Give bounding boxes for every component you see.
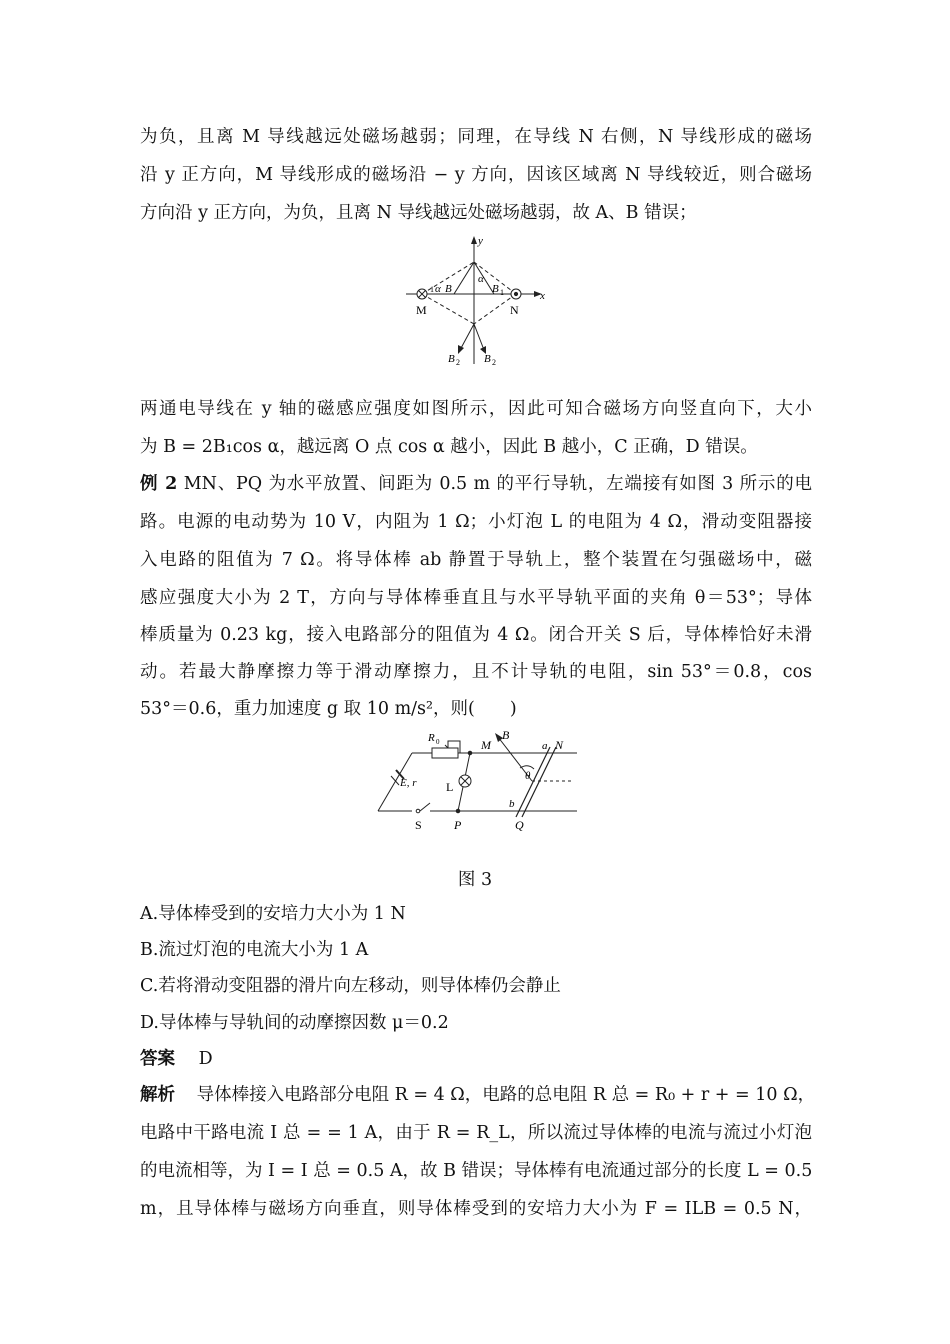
para1-line-1: 为负，且离 M 导线越远处磁场越弱；同理，在导线 N 右侧，N 导线形成的磁场	[140, 127, 812, 147]
example-line-2: 路。电源的电动势为 10 V，内阻为 1 Ω；小灯泡 L 的电阻为 4 Ω，滑动变阻器接	[140, 512, 812, 532]
label-R0: R	[428, 732, 435, 744]
label-R0-sub: 0	[436, 738, 440, 746]
label-alpha-top: α	[478, 273, 484, 285]
example-line-6: 动。若最大静摩擦力等于滑动摩擦力，且不计导轨的电阻，sin 53°＝0.8，cos	[140, 662, 812, 682]
label-b2-right: B	[484, 353, 491, 365]
example-label: 例 2	[140, 474, 178, 494]
para2-line-2: 为 B = 2B₁cos α，越远离 O 点 cos α 越小，因此 B 越小，C 正确，D 错误。	[140, 437, 758, 457]
example-line-5: 棒质量为 0.23 kg，接入电路部分的阻值为 4 Ω。闭合开关 S 后，导体棒恰好未滑	[140, 625, 812, 645]
axis-y-label: y	[478, 235, 483, 247]
answer-line	[140, 1047, 812, 1071]
analysis-line-1	[140, 1083, 816, 1107]
label-M: M	[481, 738, 491, 752]
analysis-line-2: 电路中干路电流 I 总 = = 1 A，由于 R = R_L，所以流过导体棒的电流与流过小灯泡	[140, 1123, 812, 1143]
option-a: A.导体棒受到的安培力大小为 1 N	[140, 904, 406, 924]
analysis-text-1: 导体棒接入电路部分电阻 R = 4 Ω，电路的总电阻 R 总 = R₀ + r + = 10 Ω，	[196, 1085, 816, 1105]
label-theta: θ	[525, 770, 531, 782]
label-S: S	[415, 818, 422, 832]
field-diagram	[400, 232, 550, 370]
label-E-r: E, r	[400, 777, 417, 789]
para1-line-3: 方向沿 y 正方向，为负，且离 N 导线越远处磁场越弱，故 A、B 错误；	[140, 203, 697, 223]
analysis-line-3: 的电流相等，为 I = I 总 = 0.5 A，故 B 错误；导体棒有电流通过部分的长度 L = 0.5	[140, 1161, 813, 1181]
para2-line-1: 两通电导线在 y 轴的磁感应强度如图所示，因此可知合磁场方向竖直向下，大小	[140, 399, 812, 419]
axis-x-label: x	[540, 290, 545, 302]
circuit-diagram	[372, 725, 588, 835]
label-L: L	[446, 780, 454, 794]
analysis-line-4: m，且导体棒与磁场方向垂直，则导体棒受到的安培力大小为 F = ILB = 0.5 N，	[140, 1199, 812, 1219]
option-d: D.导体棒与导轨间的动摩擦因数 μ＝0.2	[140, 1013, 449, 1033]
label-b1-left-sub: 1	[430, 285, 434, 294]
example-line-1	[140, 472, 812, 496]
label-N: N	[510, 303, 519, 317]
label-b-right: B	[492, 283, 499, 295]
answer-label: 答案	[140, 1049, 175, 1069]
analysis-label: 解析	[140, 1085, 175, 1105]
example-line-7: 53°＝0.6，重力加速度 g 取 10 m/s²，则( )	[140, 699, 517, 719]
example-text-1: MN、PQ 为水平放置、间距为 0.5 m 的平行导轨，左端接有如图 3 所示的电	[183, 474, 812, 494]
label-b2-right-sub: 2	[492, 358, 496, 367]
label-b2-left: B	[448, 353, 455, 365]
label-M: M	[416, 303, 427, 317]
answer-value: D	[198, 1049, 213, 1069]
label-Q: Q	[515, 818, 524, 832]
option-b: B.流过灯泡的电流大小为 1 A	[140, 940, 369, 960]
option-c: C.若将滑动变阻器的滑片向左移动，则导体棒仍会静止	[140, 976, 561, 996]
para1-line-2: 沿 y 正方向，M 导线形成的磁场沿 − y 方向，因该区域离 N 导线较近，则合磁场	[140, 165, 812, 185]
label-b-left: B	[445, 283, 452, 295]
label-b1-right-sub: 1	[500, 288, 504, 297]
label-B: B	[502, 728, 510, 742]
label-b: b	[509, 798, 515, 810]
figure-3-caption: 图 3	[457, 870, 493, 890]
label-P: P	[454, 818, 462, 832]
example-line-3: 入电路的阻值为 7 Ω。将导体棒 ab 静置于导轨上，整个装置在匀强磁场中，磁	[140, 550, 812, 570]
label-a: a	[542, 740, 548, 752]
label-N: N	[555, 738, 564, 752]
example-line-4: 感应强度大小为 2 T，方向与导体棒垂直且与水平导轨平面的夹角 θ＝53°；导体	[140, 588, 812, 608]
label-alpha-left: α	[435, 283, 441, 295]
label-b2-left-sub: 2	[456, 358, 460, 367]
